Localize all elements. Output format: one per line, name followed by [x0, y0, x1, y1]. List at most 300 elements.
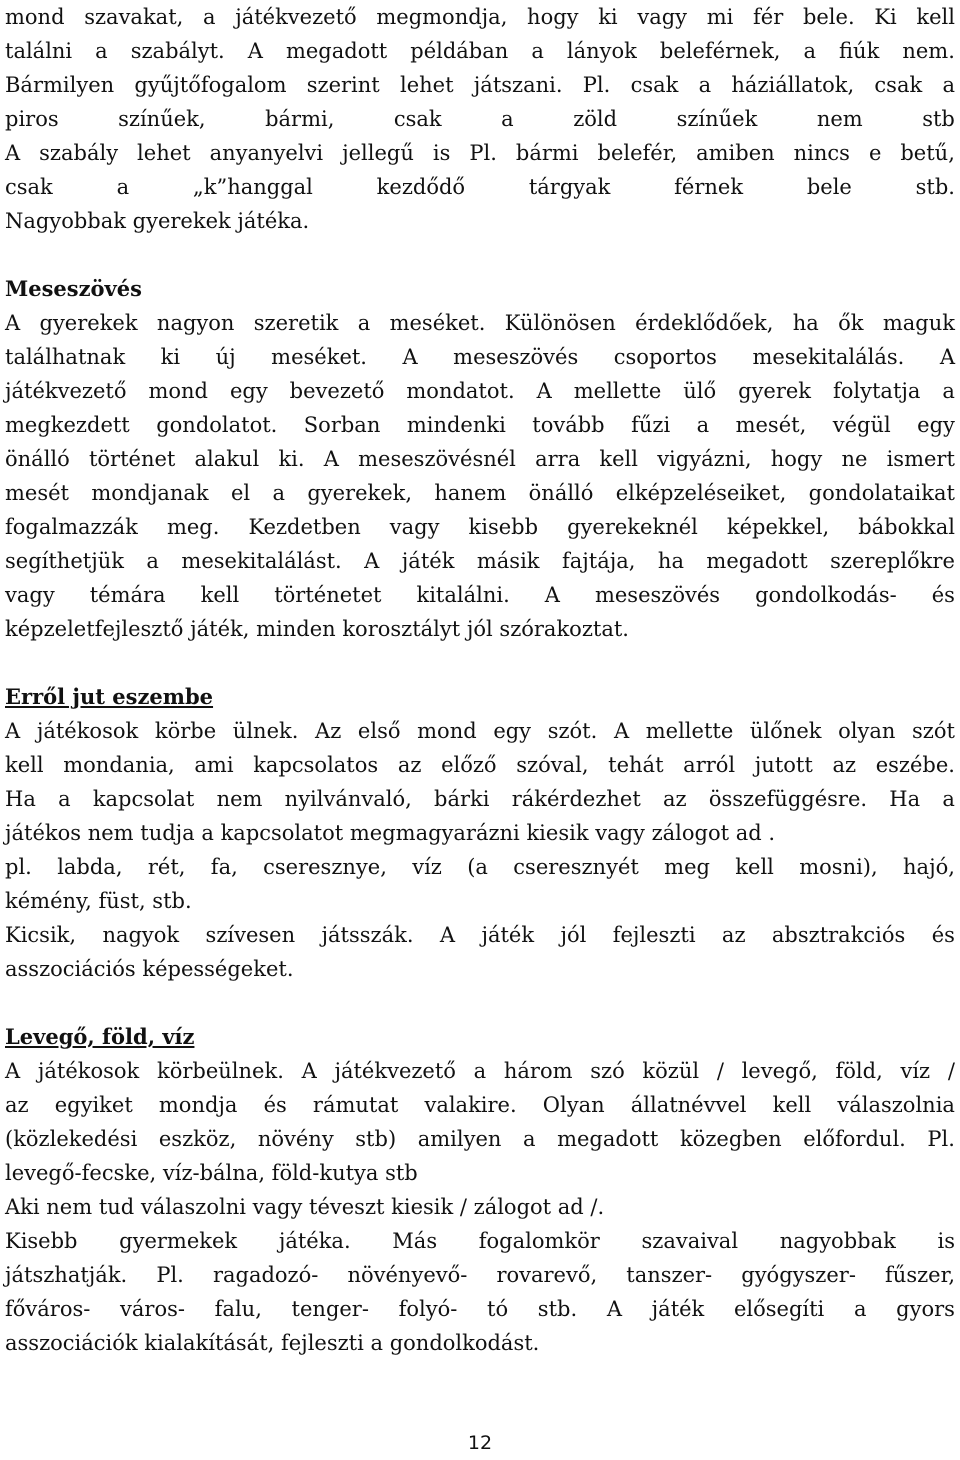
word: Különösen [504, 311, 616, 335]
word: Ha [5, 787, 36, 811]
word: elképzeléseiket, [615, 481, 787, 505]
word: kezdődő [376, 175, 466, 199]
word: szót [912, 719, 955, 743]
text-line [5, 510, 955, 544]
text-line [5, 1224, 955, 1258]
word: a [522, 1127, 536, 1151]
paragraph-errol-jut-eszembe-example [5, 850, 955, 918]
word: csak [393, 107, 442, 131]
word: szavakat, [84, 5, 184, 29]
word: az [5, 1093, 29, 1117]
word: Pl. [156, 1263, 184, 1287]
text-line [5, 1054, 955, 1088]
word: az [663, 787, 687, 811]
word: nagyok [102, 923, 180, 947]
word: közül [642, 1059, 700, 1083]
word: játékvezető [334, 1059, 456, 1083]
word: kisebb [468, 515, 539, 539]
paragraph-rules-continued [5, 0, 955, 238]
word: a [473, 1059, 487, 1083]
word: bele. [802, 5, 855, 29]
word: szabály [39, 141, 119, 165]
word: nem. [902, 39, 955, 63]
text-line [5, 34, 955, 68]
word: növény [257, 1127, 334, 1151]
word: meseszövésnél [358, 447, 516, 471]
word: jól [560, 923, 587, 947]
word: szóval, [516, 753, 589, 777]
word: meseszövés [453, 345, 579, 369]
word: arra [535, 447, 581, 471]
word: mondatot. [406, 379, 515, 403]
word: olyan [838, 719, 896, 743]
text-line [5, 544, 955, 578]
word: hajó, [903, 855, 955, 879]
word: mellette [573, 379, 662, 403]
word: mond [5, 5, 65, 29]
word: mellette [645, 719, 734, 743]
text-line [5, 374, 955, 408]
word: játékvezető [5, 379, 127, 403]
word: nagyon [156, 311, 235, 335]
word: színűek [676, 107, 758, 131]
word: fajtája, [561, 549, 636, 573]
word: A [364, 549, 380, 573]
word: Kezdetben [248, 515, 361, 539]
word: Pl. [927, 1127, 955, 1151]
text-line [5, 578, 955, 612]
word: meseszövés [594, 583, 721, 607]
word: érdeklődőek, [635, 311, 774, 335]
word: segíthetjük [5, 549, 124, 573]
word: szereplőkre [830, 549, 955, 573]
text-line: asszociációs képességeket. [5, 957, 294, 981]
word: előfordul. [803, 1127, 906, 1151]
word: játéka. [278, 1229, 351, 1253]
word: Pl. [469, 141, 497, 165]
word: labda, [57, 855, 123, 879]
word: A [323, 447, 339, 471]
paragraph-gap [5, 986, 955, 1020]
word: a [698, 73, 712, 97]
word: másik [476, 549, 540, 573]
paragraph-errol-jut-eszembe-summary [5, 918, 955, 986]
word: piros [5, 107, 59, 131]
text-line [5, 748, 955, 782]
word: végül [832, 413, 891, 437]
word: vigyázni, [657, 447, 752, 471]
word: zöld [573, 107, 618, 131]
word: Az [315, 719, 342, 743]
word: csak [5, 175, 53, 199]
word: nyilvánvaló, [284, 787, 412, 811]
word: előző [441, 753, 497, 777]
word: folytatja [833, 379, 921, 403]
word: / [947, 1059, 955, 1083]
word: hogy [527, 5, 579, 29]
word: vagy [637, 5, 688, 29]
text-line [5, 136, 955, 170]
paragraph-gap [5, 646, 955, 680]
word: tanszer- [626, 1263, 713, 1287]
word: az [397, 753, 422, 777]
word: ülőnek [749, 719, 822, 743]
word: a [942, 379, 955, 403]
word: meséket. [389, 311, 486, 335]
word: arról [683, 753, 736, 777]
word: ülnek. [232, 719, 299, 743]
word: játsszák. [321, 923, 414, 947]
word: Ha [889, 787, 921, 811]
word: a [531, 39, 544, 63]
word: válaszolnia [837, 1093, 955, 1117]
text-line [5, 68, 955, 102]
word: szabályt. [130, 39, 225, 63]
word: ragadozó- [212, 1263, 319, 1287]
word: folyó- [398, 1297, 458, 1321]
word: megmondja, [376, 5, 508, 29]
word: mondjanak [91, 481, 209, 505]
text-line [5, 1122, 955, 1156]
word: víz [412, 855, 442, 879]
heading-errol-jut-eszembe: Erről jut eszembe [5, 684, 214, 709]
word: és [931, 923, 955, 947]
word: Sorban [303, 413, 381, 437]
word: ami [194, 753, 234, 777]
word: / [716, 1059, 724, 1083]
word: találhatnak [5, 345, 126, 369]
word: bábokkal [858, 515, 955, 539]
word: vagy [5, 583, 55, 607]
text-line [5, 408, 955, 442]
text-line [5, 782, 955, 816]
word: A [536, 379, 552, 403]
word: „k”hanggal [192, 175, 313, 199]
word: hogy [770, 447, 823, 471]
word: absztrakciós [771, 923, 906, 947]
word: férnek [674, 175, 744, 199]
text-line [5, 1258, 955, 1292]
word: szót. [547, 719, 598, 743]
word: szó [590, 1059, 625, 1083]
word: megadott [557, 1127, 659, 1151]
word: a [202, 5, 216, 29]
word: gyors [896, 1297, 955, 1321]
text-line: képzeletfejlesztő játék, minden korosztályt jól szórakoztat. [5, 617, 629, 641]
paragraph-meseszoves [5, 306, 955, 646]
word: cseresznyét [513, 855, 639, 879]
word: mesét, [735, 413, 807, 437]
word: a [272, 481, 285, 505]
word: fogalomkör [478, 1229, 600, 1253]
word: betű, [900, 141, 955, 165]
word: gyermekek [119, 1229, 238, 1253]
word: ki. [278, 447, 305, 471]
word: a [803, 39, 817, 63]
text-line: levegő-fecske, víz-bálna, föld-kutya stb [5, 1161, 418, 1185]
word: e [868, 141, 882, 165]
word: játék [401, 549, 455, 573]
word: föld, [835, 1059, 883, 1083]
word: mond [148, 379, 208, 403]
text-line [5, 714, 955, 748]
word: megadott [285, 39, 388, 63]
word: képekkel, [726, 515, 830, 539]
word: játszhatják. [5, 1263, 128, 1287]
word: el [230, 481, 251, 505]
word: stb. [915, 175, 955, 199]
word: stb [922, 107, 955, 131]
text-line: játékos nem tudja a kapcsolatot megmagyarázni kiesik vagy zálogot ad . [5, 821, 776, 845]
word: lehet [137, 141, 191, 165]
paragraph-levego-fold-viz-rule [5, 1190, 955, 1224]
word: eszköz, [158, 1127, 237, 1151]
word: csoportos [613, 345, 717, 369]
word: a [942, 73, 955, 97]
word: tehát [608, 753, 664, 777]
word: kell [599, 447, 638, 471]
text-line: Aki nem tud válaszolni vagy téveszt kiesik / zálogot ad /. [5, 1195, 605, 1219]
word: A [5, 719, 21, 743]
word: A [247, 39, 263, 63]
word: növényevő- [347, 1263, 468, 1287]
word: mond [417, 719, 477, 743]
word: kell [772, 1093, 812, 1117]
word: nem [816, 107, 863, 131]
word: gondolataikat [808, 481, 955, 505]
word: kitalálni. [416, 583, 510, 607]
word: közegben [679, 1127, 782, 1151]
word: fejleszti [612, 923, 696, 947]
word: szeretik [253, 311, 339, 335]
text-line [5, 170, 955, 204]
word: csak [874, 73, 923, 97]
word: játékosok [37, 1059, 140, 1083]
text-line: kémény, füst, stb. [5, 889, 192, 913]
word: témára [89, 583, 166, 607]
paragraph-errol-jut-eszembe-intro [5, 714, 955, 850]
word: A [939, 345, 955, 369]
word: találni [5, 39, 73, 63]
text-line [5, 442, 955, 476]
word: bevezető [289, 379, 385, 403]
word: fűszer, [885, 1263, 955, 1287]
word: a [357, 311, 371, 335]
word: maguk [882, 311, 955, 335]
word: ha [657, 549, 684, 573]
word: fiúk [839, 39, 880, 63]
word: játékosok [36, 719, 139, 743]
word: mi [706, 5, 734, 29]
word: kell [916, 5, 955, 29]
word: mesét [5, 481, 69, 505]
text-line: Nagyobbak gyerekek játéka. [5, 209, 310, 233]
word: A [439, 923, 456, 947]
word: vagy [389, 515, 440, 539]
word: meg [664, 855, 710, 879]
text-line [5, 340, 955, 374]
word: főváros- [5, 1297, 91, 1321]
word: amiben [696, 141, 775, 165]
word: mosni), [799, 855, 878, 879]
word: gyűjtőfogalom [134, 73, 287, 97]
text-line [5, 850, 955, 884]
word: lányok [566, 39, 637, 63]
word: ők [838, 311, 864, 335]
word: belefér, [597, 141, 678, 165]
word: jutott [754, 753, 813, 777]
word: tovább [532, 413, 605, 437]
word: állatnévvel [630, 1093, 747, 1117]
word: a [146, 549, 159, 573]
word: Pl. [582, 73, 611, 97]
document-page [5, 0, 955, 1360]
text-line [5, 1292, 955, 1326]
text-line: asszociációk kialakítását, fejleszti a gondolkodást. [5, 1331, 540, 1355]
word: fér [753, 5, 784, 29]
word: A [5, 311, 21, 335]
word: példában [410, 39, 509, 63]
word: a [942, 787, 955, 811]
word: az [721, 923, 746, 947]
word: rét, [147, 855, 186, 879]
text-line [5, 0, 955, 34]
paragraph-levego-fold-viz-intro [5, 1054, 955, 1190]
word: a [853, 1297, 867, 1321]
word: alakul [194, 447, 260, 471]
text-line [5, 476, 955, 510]
text-line [5, 102, 955, 136]
word: Kisebb [5, 1229, 78, 1253]
word: A [606, 1297, 622, 1321]
word: körbe [154, 719, 217, 743]
text-line [5, 918, 955, 952]
word: egy [917, 413, 955, 437]
word: ki [160, 345, 181, 369]
word: cseresznye, [263, 855, 387, 879]
page-number: 12 [467, 1432, 493, 1454]
word: jellegű [342, 141, 414, 165]
word: történetet [274, 583, 382, 607]
text-line [5, 306, 955, 340]
word: bármi, [265, 107, 335, 131]
text-line [5, 1088, 955, 1122]
word: bele [806, 175, 852, 199]
word: első [357, 719, 401, 743]
paragraph-gap [5, 238, 955, 272]
word: megadott [706, 549, 808, 573]
word: a [58, 787, 71, 811]
word: tárgyak [528, 175, 611, 199]
word: három [503, 1059, 573, 1083]
word: anyanyelvi [209, 141, 324, 165]
word: A [5, 1059, 21, 1083]
word: ha [792, 311, 819, 335]
word: bárki [434, 787, 490, 811]
word: gyerekek [39, 311, 138, 335]
word: mondja [158, 1093, 238, 1117]
word: amilyen [417, 1127, 502, 1151]
word: új [215, 345, 236, 369]
word: elősegíti [733, 1297, 825, 1321]
word: egyiket [54, 1093, 133, 1117]
word: a [95, 39, 108, 63]
word: megkezdett [5, 413, 130, 437]
word: is [937, 1229, 955, 1253]
word: nagyobbak [779, 1229, 896, 1253]
word: kell [735, 855, 774, 879]
word: stb. [537, 1297, 578, 1321]
word: szavaival [641, 1229, 739, 1253]
word: Bármilyen [5, 73, 115, 97]
word: szerint [306, 73, 380, 97]
word: háziállatok, [731, 73, 855, 97]
word: (a [467, 855, 488, 879]
paragraph-levego-fold-viz-variants [5, 1224, 955, 1360]
word: játék [651, 1297, 705, 1321]
word: önálló [5, 447, 70, 471]
word: csak [630, 73, 679, 97]
word: gyerekeknél [567, 515, 698, 539]
word: az [832, 753, 857, 777]
word: rovarevő, [496, 1263, 598, 1287]
heading-levego-fold-viz: Levegő, föld, víz [5, 1024, 195, 1049]
word: gyógyszer- [741, 1263, 856, 1287]
word: mesekitalálás. [752, 345, 905, 369]
word: önálló [528, 481, 594, 505]
word: hanem [434, 481, 507, 505]
word: A [402, 345, 418, 369]
word: A [301, 1059, 317, 1083]
word: levegő, [741, 1059, 818, 1083]
word: nem [216, 787, 263, 811]
word: Ki [874, 5, 897, 29]
word: gyerek [738, 379, 812, 403]
word: összefüggésre. [708, 787, 868, 811]
word: egy [493, 719, 532, 743]
word: a [116, 175, 130, 199]
word: játszani. [473, 73, 563, 97]
word: is [432, 141, 451, 165]
word: játék [481, 923, 535, 947]
word: fűzi [631, 413, 671, 437]
word: A [613, 719, 630, 743]
word: ülő [683, 379, 717, 403]
word: Más [392, 1229, 438, 1253]
word: gyerekek, [307, 481, 413, 505]
word: meg. [166, 515, 220, 539]
word: rákérdezhet [511, 787, 641, 811]
word: gondolkodás- [755, 583, 897, 607]
word: fogalmazzák [5, 515, 138, 539]
word: mindenki [406, 413, 506, 437]
word: valakire. [424, 1093, 517, 1117]
word: stb) [355, 1127, 397, 1151]
word: víz [900, 1059, 931, 1083]
word: szívesen [205, 923, 296, 947]
word: ki [598, 5, 618, 29]
word: Olyan [542, 1093, 605, 1117]
word: tó [487, 1297, 509, 1321]
word: játékvezető [235, 5, 357, 29]
word: Kicsik, [5, 923, 77, 947]
word: egy [229, 379, 268, 403]
word: A [5, 141, 21, 165]
word: meséket. [271, 345, 367, 369]
word: a [501, 107, 514, 131]
word: és [263, 1093, 287, 1117]
word: (közlekedési [5, 1127, 138, 1151]
